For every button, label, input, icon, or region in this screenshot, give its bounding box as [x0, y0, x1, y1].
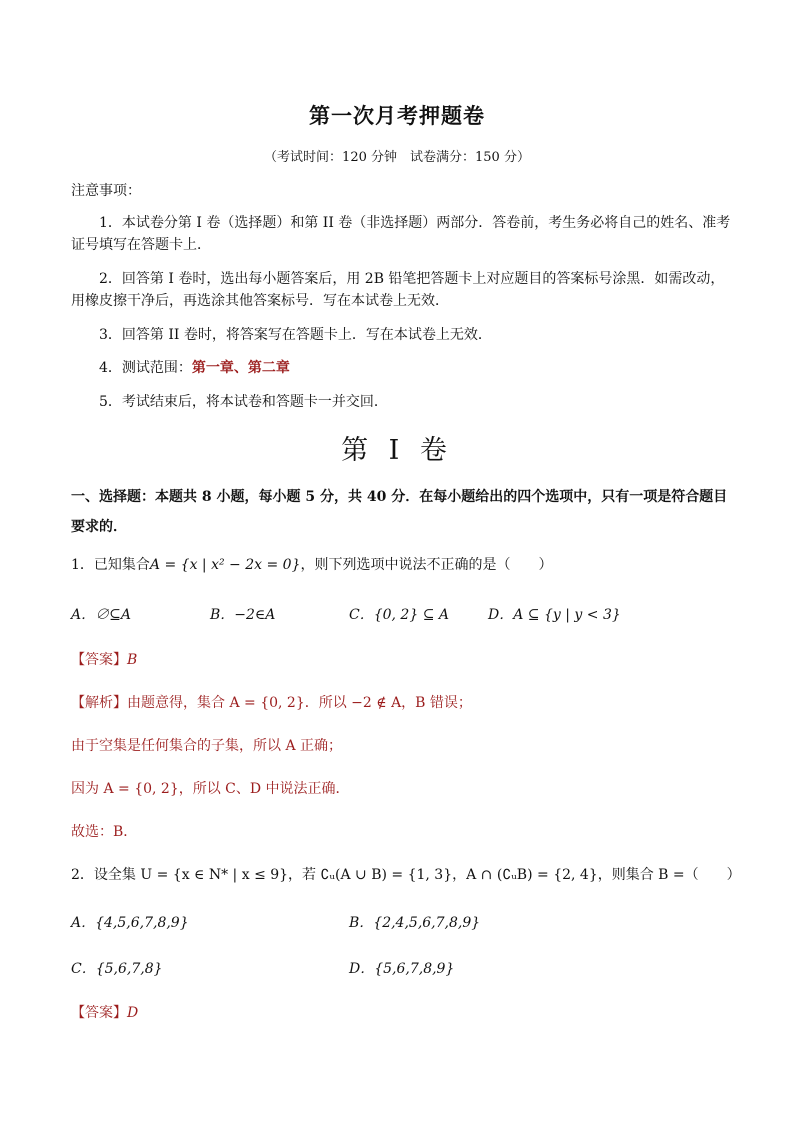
q2-answer [71, 1002, 138, 1024]
q1-option-a: A．∅⊆A [71, 607, 131, 623]
notice-item-5: 5．考试结束后，将本试卷和答题卡一并交回． [99, 394, 388, 410]
notice-heading: 注意事项： [71, 183, 141, 199]
q1-analysis-line-3: 因为 A = {0, 2}，所以 C、D 中说法正确． [71, 781, 350, 797]
q1-stem [71, 554, 552, 576]
q1-option-c: C．{0, 2} ⊆ A [349, 607, 449, 623]
q2-option-d: D．{5,6,7,8,9} [349, 961, 455, 977]
q1-set: A = {x | x² − 2x = 0} [149, 557, 301, 573]
analysis-text: 由题意得，集合 A = {0, 2}．所以 −2 ∉ A，B 错误； [127, 695, 472, 711]
answer-label: 【答案】 [71, 1005, 127, 1021]
q1-analysis-line-1 [71, 692, 472, 714]
page-title: 第一次月考押题卷 [309, 103, 485, 128]
q1-option-b: B．−2∈A [210, 607, 276, 623]
q2-stem: 2．设全集 U = {x ∈ N* | x ≤ 9}，若 ∁ᵤ(A ∪ B) = {1, 3}，A ∩ (∁ᵤB) = {2, 4}，则集合 B =（ ） [71, 867, 741, 883]
q2-option-b: B．{2,4,5,6,7,8,9} [349, 915, 481, 931]
part-title: 第 I 卷 [341, 435, 453, 466]
notice-item-2-line-2: 用橡皮擦干净后，再选涂其他答案标号．写在本试卷上无效． [71, 293, 449, 309]
answer-value: B [127, 652, 138, 668]
test-scope: 第一章、第二章 [191, 360, 290, 376]
q2-option-a: A．{4,5,6,7,8,9} [71, 915, 189, 931]
answer-label: 【答案】 [71, 652, 127, 668]
q1-answer [71, 649, 137, 671]
q1-option-d: D．A ⊆ {y | y < 3} [488, 607, 621, 623]
section-heading: 一、选择题：本题共 8 小题，每小题 5 分，共 40 分．在每小题给出的四个选项中，只有一项是符合题目要求的． [71, 489, 728, 535]
q1-stem-prefix: 1．已知集合 [71, 557, 150, 573]
q2-option-c: C．{5,6,7,8} [71, 961, 163, 977]
q1-conclusion: 故选：B． [71, 824, 138, 840]
notice-item-1-line-2: 证号填写在答题卡上． [71, 237, 211, 253]
notice-item-4-prefix: 4．测试范围： [99, 360, 192, 376]
notice-item-1-line-1: 1．本试卷分第 I 卷（选择题）和第 II 卷（非选择题）两部分．答卷前，考生务必将自己的姓名、准考 [99, 215, 731, 231]
notice-item-4 [99, 357, 290, 379]
q1-stem-suffix: ，则下列选项中说法不正确的是（ ） [300, 557, 553, 573]
notice-item-2-line-1: 2．回答第 I 卷时，选出每小题答案后，用 2B 铅笔把答题卡上对应题目的答案标号涂黑．如需改动， [99, 271, 725, 287]
exam-info: （考试时间：120 分钟 试卷满分：150 分） [264, 150, 530, 165]
answer-value: D [127, 1005, 139, 1021]
q1-analysis-line-2: 由于空集是任何集合的子集，所以 A 正确； [71, 738, 343, 754]
notice-item-3: 3．回答第 II 卷时，将答案写在答题卡上．写在本试卷上无效． [99, 327, 492, 343]
analysis-label: 【解析】 [71, 695, 127, 711]
